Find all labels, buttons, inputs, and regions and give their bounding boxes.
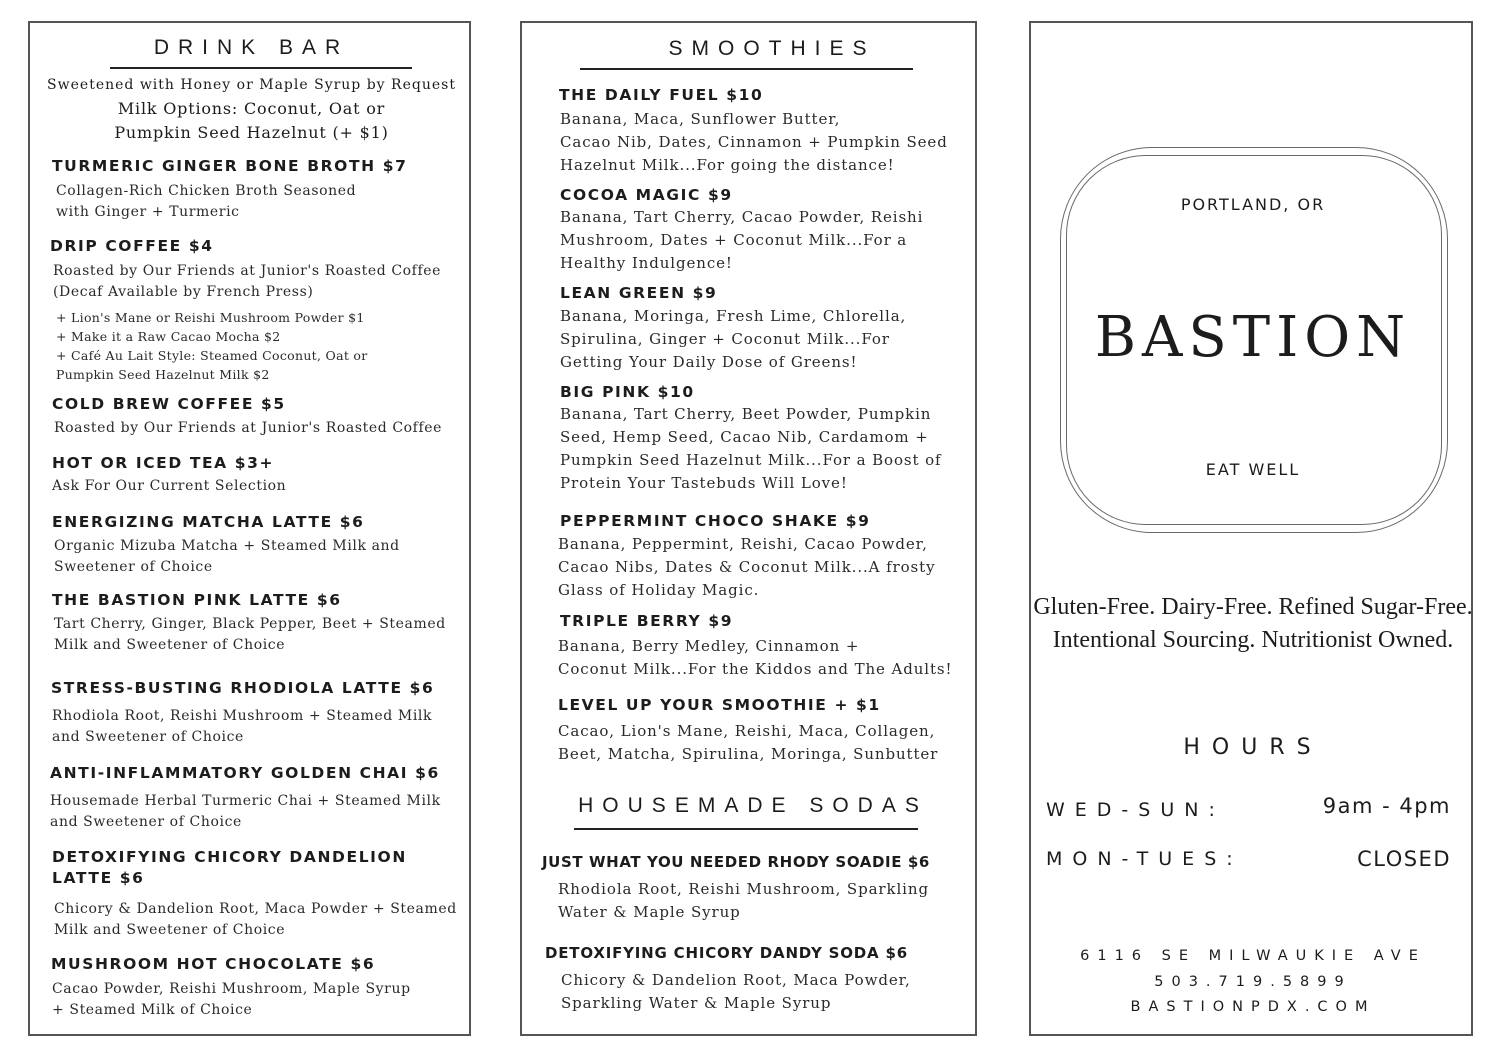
hours-time: CLOSED (1357, 847, 1451, 871)
menu-item-desc: Banana, Maca, Sunflower Butter, Cacao Nib, Dates, Cinnamon + Pumpkin Seed Hazelnut Milk...For going the distance! (560, 110, 948, 174)
menu-item-name: TURMERIC GINGER BONE BROTH $7 (52, 157, 408, 175)
menu-item-desc: Chicory & Dandelion Root, Maca Powder, Sparkling Water & Maple Syrup (561, 971, 911, 1012)
menu-item-name: BIG PINK $10 (560, 383, 695, 401)
menu-item-desc: Cacao Powder, Reishi Mushroom, Maple Syrup + Steamed Milk of Choice (52, 981, 411, 1018)
menu-item-name: DRIP COFFEE $4 (50, 237, 214, 255)
menu-item-name: PEPPERMINT CHOCO SHAKE $9 (560, 512, 871, 530)
menu-item-name: MUSHROOM HOT CHOCOLATE $6 (51, 955, 376, 973)
drink-bar-title: DRINK BAR (153, 36, 350, 59)
menu-item-desc: Rhodiola Root, Reishi Mushroom, Sparkling Water & Maple Syrup (558, 880, 929, 921)
menu-item-desc: Organic Mizuba Matcha + Steamed Milk and Sweetener of Choice (54, 538, 400, 575)
drink-bar-panel (28, 21, 471, 1036)
phone: 503.719.5899 (1154, 974, 1352, 990)
menu-item-name: STRESS-BUSTING RHODIOLA LATTE $6 (51, 679, 435, 697)
sodas-title: HOUSEMADE SODAS (578, 794, 928, 817)
drink-bar-intro-milk: Milk Options: Coconut, Oat or (117, 99, 386, 118)
menu-item-name: ENERGIZING MATCHA LATTE $6 (52, 513, 365, 531)
menu-item-desc: Housemade Herbal Turmeric Chai + Steamed Milk and Sweetener of Choice (50, 793, 441, 830)
hours-days: MON-TUES: (1046, 848, 1243, 870)
menu-item-name: DETOXIFYING CHICORY DANDELION LATTE $6 (52, 848, 407, 887)
menu-item-name: LEAN GREEN $9 (560, 284, 718, 302)
hours-title: HOURS (1183, 735, 1323, 760)
menu-item-name: THE DAILY FUEL $10 (559, 86, 764, 104)
smoothies-panel (520, 21, 977, 1036)
menu-item-desc: Tart Cherry, Ginger, Black Pepper, Beet + Steamed Milk and Sweetener of Choice (54, 616, 446, 653)
smoothies-title-rule (580, 68, 913, 70)
menu-item-name: THE BASTION PINK LATTE $6 (52, 591, 342, 609)
sodas-title-rule (574, 828, 918, 830)
menu-item-name: JUST WHAT YOU NEEDED RHODY SOADIE $6 (542, 853, 930, 871)
smoothies-title: SMOOTHIES (668, 37, 876, 60)
menu-item-name: COCOA MAGIC $9 (560, 186, 733, 204)
brand-name: BASTION (1094, 305, 1412, 370)
address: 6116 SE MILWAUKIE AVE (1080, 948, 1426, 964)
hours-days: WED-SUN: (1046, 799, 1225, 821)
cover-panel (1029, 21, 1473, 1036)
menu-item-name: TRIPLE BERRY $9 (560, 612, 734, 630)
menu-item-name: ANTI-INFLAMMATORY GOLDEN CHAI $6 (50, 764, 440, 782)
menu-item-addons: + Lion's Mane or Reishi Mushroom Powder $1 + Make it a Raw Cacao Mocha $2 + Café Au Lait Style: Steamed Coconut, Oat or Pumpkin Seed Hazelnut Milk $2 (56, 310, 368, 382)
menu-item-name: HOT OR ICED TEA $3+ (52, 454, 275, 472)
menu-item-desc: Banana, Tart Cherry, Cacao Powder, Reishi Mushroom, Dates + Coconut Milk...For a Healthy Indulgence! (560, 208, 924, 272)
drink-bar-intro-milk-cont: Pumpkin Seed Hazelnut (+ $1) (114, 123, 389, 142)
menu-item-desc: Banana, Peppermint, Reishi, Cacao Powder, Cacao Nibs, Dates & Coconut Milk...A frosty Glass of Holiday Magic. (558, 535, 936, 599)
menu-item-desc: Cacao, Lion's Mane, Reishi, Maca, Collagen, Beet, Matcha, Spirulina, Moringa, Sunbutter (558, 722, 939, 763)
location: PORTLAND, OR (1180, 195, 1326, 214)
menu-item-desc: Ask For Our Current Selection (52, 478, 287, 494)
menu-item-desc: Rhodiola Root, Reishi Mushroom + Steamed Milk and Sweetener of Choice (52, 708, 433, 745)
menu-item-desc: Banana, Moringa, Fresh Lime, Chlorella, Spirulina, Ginger + Coconut Milk...For Getting Your Daily Dose of Greens! (560, 307, 907, 371)
mission-statement: Gluten-Free. Dairy-Free. Refined Sugar-Free. Intentional Sourcing. Nutritionist Owned. (1033, 594, 1473, 653)
hours-time: 9am - 4pm (1322, 794, 1451, 818)
tagline: EAT WELL (1205, 460, 1301, 479)
menu-item-name: DETOXIFYING CHICORY DANDY SODA $6 (545, 944, 908, 962)
drink-bar-intro-sweetener: Sweetened with Honey or Maple Syrup by Request (47, 77, 456, 93)
menu-item-desc: Roasted by Our Friends at Junior's Roasted Coffee (Decaf Available by French Press) (53, 263, 442, 300)
drink-bar-title-rule (110, 67, 412, 69)
menu-item-desc: Chicory & Dandelion Root, Maca Powder + Steamed Milk and Sweetener of Choice (54, 901, 457, 938)
menu-item-desc: Banana, Tart Cherry, Beet Powder, Pumpkin Seed, Hemp Seed, Cacao Nib, Cardamom + Pumpkin Seed Hazelnut Milk...For a Boost of Protein Your Tastebuds Will Love! (560, 405, 942, 492)
website[interactable]: BASTIONPDX.COM (1130, 999, 1376, 1015)
menu-item-name: COLD BREW COFFEE $5 (52, 395, 286, 413)
menu-item-desc: Banana, Berry Medley, Cinnamon + Coconut Milk...For the Kiddos and The Adults! (558, 637, 953, 678)
menu-item-desc: Collagen-Rich Chicken Broth Seasoned with Ginger + Turmeric (56, 183, 357, 220)
menu-item-name: LEVEL UP YOUR SMOOTHIE + $1 (558, 696, 881, 714)
menu-item-desc: Roasted by Our Friends at Junior's Roasted Coffee (54, 420, 443, 436)
